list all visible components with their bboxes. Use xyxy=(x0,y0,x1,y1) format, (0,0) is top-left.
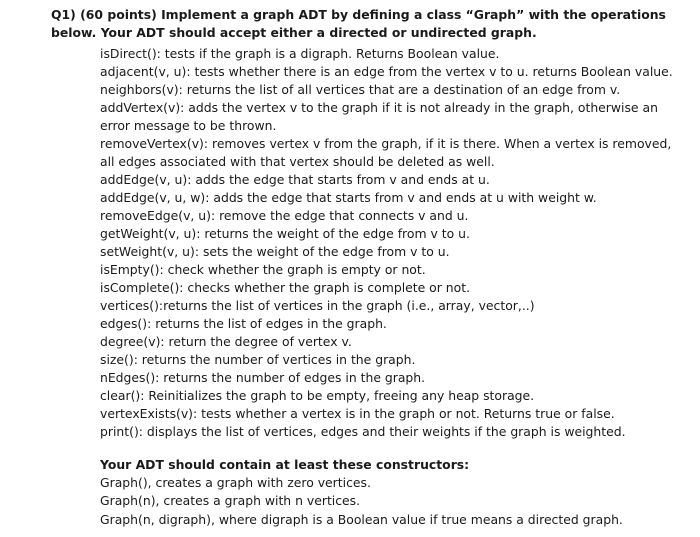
operation-removeedge: removeEdge(v, u): remove the edge that connects v and u. xyxy=(100,208,469,223)
constructors-heading: Your ADT should contain at least these constructors: xyxy=(100,457,470,472)
operation-size: size(): returns the number of vertices in the graph. xyxy=(100,352,416,367)
operation-addedge: addEdge(v, u): adds the edge that starts from v and ends at u. xyxy=(100,172,490,187)
operation-vertices: vertices():returns the list of vertices in the graph (i.e., array, vector,..) xyxy=(100,298,535,313)
constructor-default: Graph(), creates a graph with zero vertices. xyxy=(100,475,371,491)
question-heading: Q1) (60 points) Implement a graph ADT by defining a class “Graph” with the operations below. Your ADT should accept either a directed or undirected graph. xyxy=(51,7,666,40)
constructor-n: Graph(n), creates a graph with n vertices. xyxy=(100,493,361,509)
operation-nedges: nEdges(): returns the number of edges in the graph. xyxy=(100,370,426,385)
operation-iscomplete: isComplete(): checks whether the graph is complete or not. xyxy=(100,280,471,295)
operation-vertexexists: vertexExists(v): tests whether a vertex is in the graph or not. Returns true or false. xyxy=(100,406,615,421)
constructors-section xyxy=(100,456,684,529)
operation-print: print(): displays the list of vertices, edges and their weights if the graph is weighted. xyxy=(100,424,626,439)
operation-setweight: setWeight(v, u): sets the weight of the edge from v to u. xyxy=(100,244,450,259)
operation-clear: clear(): Reinitializes the graph to be empty, freeing any heap storage. xyxy=(100,388,535,403)
constructor-n-digraph: Graph(n, digraph), where digraph is a Boolean value if true means a directed graph. xyxy=(100,511,623,527)
operation-isdirect: isDirect(): tests if the graph is a digraph. Returns Boolean value. xyxy=(100,46,500,61)
operation-getweight: getWeight(v, u): returns the weight of the edge from v to u. xyxy=(100,226,470,241)
operation-neighbors: neighbors(v): returns the list of all vertices that are a destination of an edge from v. xyxy=(100,82,621,97)
operations-list xyxy=(100,45,684,441)
operation-addedge-weighted: addEdge(v, u, w): adds the edge that starts from v and ends at u with weight w. xyxy=(100,190,597,205)
operation-removevertex: removeVertex(v): removes vertex v from the graph, if it is there. When a vertex is removed, all edges associated with that vertex should be deleted as well. xyxy=(100,136,672,169)
operation-adjacent: adjacent(v, u): tests whether there is an edge from the vertex v to u. returns Boolean value. xyxy=(100,64,673,79)
operation-isempty: isEmpty(): check whether the graph is empty or not. xyxy=(100,262,426,277)
operation-addvertex: addVertex(v): adds the vertex v to the graph if it is not already in the graph, otherwise an error message to be thrown. xyxy=(100,100,658,133)
operation-edges: edges(): returns the list of edges in the graph. xyxy=(100,316,387,331)
operation-degree: degree(v): return the degree of vertex v. xyxy=(100,334,352,349)
